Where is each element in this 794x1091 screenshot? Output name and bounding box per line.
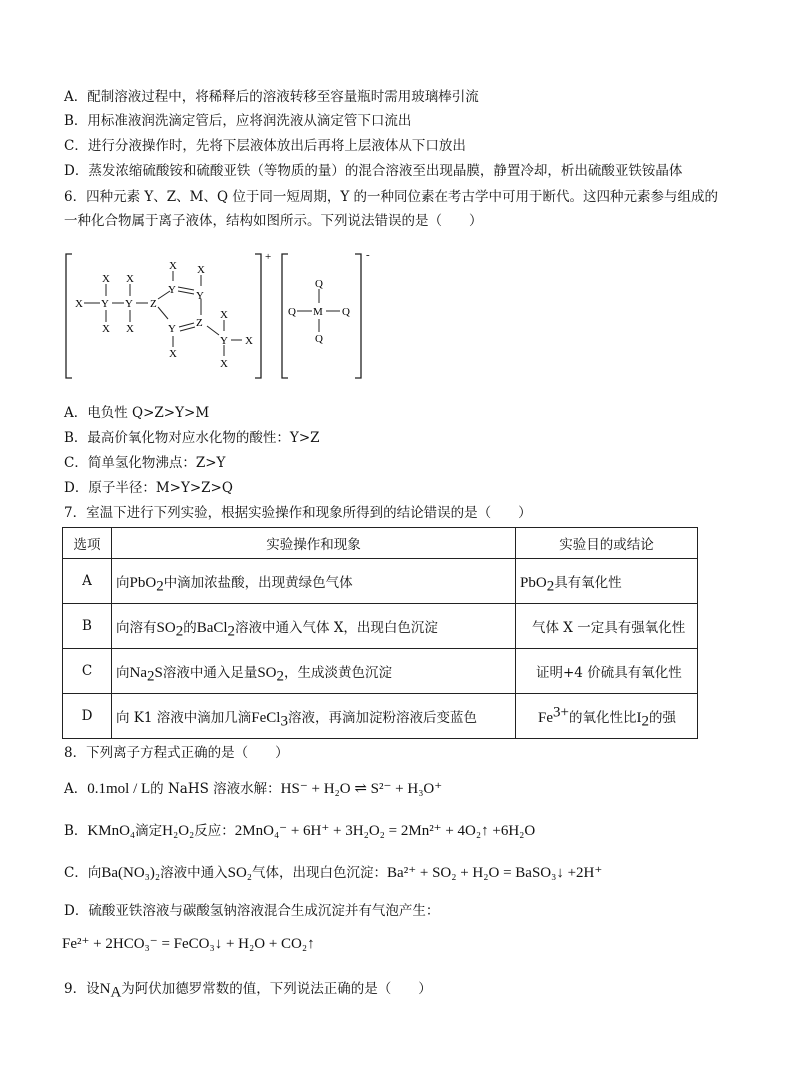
svg-text:Q: Q (315, 333, 323, 345)
q6-option-c: C．简单氢化物沸点：Z>Y (64, 455, 226, 471)
row-c-conclusion: 证明+4 价硫具有氧化性 (516, 649, 698, 694)
anion-charge: - (366, 249, 370, 261)
svg-text:Z: Z (150, 298, 157, 310)
svg-text:Y: Y (125, 298, 133, 310)
row-a-operation: 向PbO$_2$中滴加浓盐酸，出现黄绿色气体 (112, 559, 516, 604)
svg-text:X: X (75, 298, 83, 310)
q7-stem: 7．室温下进行下列实验，根据实验操作和现象所得到的结论错误的是（ ） (64, 505, 532, 521)
svg-text:Y: Y (168, 284, 176, 296)
cation-bracket-left (66, 254, 72, 378)
table-row: D 向 K1 溶液中滴加几滴FeCl$_3$溶液，再滴加淀粉溶液后变蓝色 $Fe^{3+}$的氧化性比$I_2$的强 (63, 694, 698, 739)
q6-option-b: B．最高价氧化物对应水化物的酸性：Y>Z (64, 430, 320, 446)
row-b-operation: 向溶有$SO_2$的BaCl$_2$溶液中通入气体 X，出现白色沉淀 (112, 604, 516, 649)
row-d-conclusion: $Fe^{3+}$的氧化性比$I_2$的强 (516, 694, 698, 739)
q6-stem-line1: 6．四种元素 Y、Z、M、Q 位于同一短周期，Y 的一种同位素在考古学中可用于断代。这四种元素参与组成的 (64, 189, 719, 205)
cation-charge: + (265, 251, 272, 263)
svg-text:X: X (126, 273, 134, 285)
header-operation: 实验操作和现象 (112, 528, 516, 559)
q8-option-a: A．0.1mol / L的 NaHS 溶液水解：HS⁻ + H₂O ⇌ S²⁻ + H₃O⁺ (64, 781, 443, 797)
table-row: C 向$Na_2S$溶液中通入足量$SO_2$，生成淡黄色沉淀 证明+4 价硫具有氧化性 (63, 649, 698, 694)
q5-option-c: C．进行分液操作时，先将下层液体放出后再将上层液体从下口放出 (64, 138, 466, 154)
row-c-operation: 向$Na_2S$溶液中通入足量$SO_2$，生成淡黄色沉淀 (112, 649, 516, 694)
q8-option-b: B．KMnO₄滴定H₂O₂反应：2MnO₄⁻ + 6H⁺ + 3H₂O₂ = 2Mn²⁺ + 4O₂↑ +6H₂O (64, 823, 536, 839)
table-row: A 向PbO$_2$中滴加浓盐酸，出现黄绿色气体 PbO$_2$具有氧化性 (63, 559, 698, 604)
q9-stem: 9．设$N_A$为阿伏加德罗常数的值，下列说法正确的是（ ） (64, 981, 432, 1001)
svg-text:Q: Q (315, 278, 323, 290)
q8-stem: 8．下列离子方程式正确的是（ ） (64, 745, 289, 761)
svg-text:Q: Q (288, 306, 296, 318)
svg-text:X: X (102, 273, 110, 285)
svg-text:X: X (197, 264, 205, 276)
q8-option-d: D．硫酸亚铁溶液与碳酸氢钠溶液混合生成沉淀并有气泡产生： (64, 903, 440, 919)
q6-stem-line2: 一种化合物属于离子液体，结构如图所示。下列说法错误的是（ ） (64, 213, 483, 229)
q8-option-d-equation: Fe²⁺ + 2HCO₃⁻ = FeCO₃↓ + H₂O + CO₂↑ (62, 936, 315, 952)
ionic-liquid-structure (62, 246, 392, 386)
svg-text:M: M (313, 306, 323, 318)
header-conclusion: 实验目的或结论 (516, 528, 698, 559)
row-a-conclusion: PbO$_2$具有氧化性 (516, 559, 698, 604)
svg-text:Q: Q (342, 306, 350, 318)
anion-bracket-right (355, 254, 361, 378)
svg-text:Y: Y (101, 298, 109, 310)
row-d-operation: 向 K1 溶液中滴加几滴FeCl$_3$溶液，再滴加淀粉溶液后变蓝色 (112, 694, 516, 739)
svg-text:Z: Z (196, 317, 203, 329)
svg-text:X: X (245, 335, 253, 347)
q5-option-a: A．配制溶液过程中，将稀释后的溶液转移至容量瓶时需用玻璃棒引流 (64, 89, 479, 105)
table-row: B 向溶有$SO_2$的BaCl$_2$溶液中通入气体 X，出现白色沉淀 气体 X 一定具有强氧化性 (63, 604, 698, 649)
svg-text:Y: Y (196, 290, 204, 302)
q5-option-b: B．用标准液润洗滴定管后，应将润洗液从滴定管下口流出 (64, 113, 412, 129)
q7-table (62, 527, 698, 739)
svg-text:X: X (126, 323, 134, 335)
q6-option-d: D．原子半径：M>Y>Z>Q (64, 480, 233, 496)
svg-text:Y: Y (220, 335, 228, 347)
svg-text:X: X (220, 309, 228, 321)
svg-text:X: X (102, 323, 110, 335)
header-option: 选项 (63, 528, 112, 559)
row-b-conclusion: 气体 X 一定具有强氧化性 (516, 604, 698, 649)
q5-option-d: D．蒸发浓缩硫酸铵和硫酸亚铁（等物质的量）的混合溶液至出现晶膜，静置冷却，析出硫酸亚铁铵晶体 (64, 163, 683, 179)
cation-bracket-right (255, 254, 261, 378)
table-header-row (63, 528, 698, 559)
svg-text:X: X (220, 358, 228, 370)
svg-text:X: X (169, 348, 177, 360)
q8-option-c: C．向Ba(NO₃)₂溶液中通入SO₂气体，出现白色沉淀：Ba²⁺ + SO₂ + H₂O = BaSO₃↓ +2H⁺ (64, 865, 603, 881)
q6-option-a: A．电负性 Q>Z>Y>M (64, 405, 210, 421)
svg-text:Y: Y (168, 323, 176, 335)
svg-text:X: X (169, 260, 177, 272)
